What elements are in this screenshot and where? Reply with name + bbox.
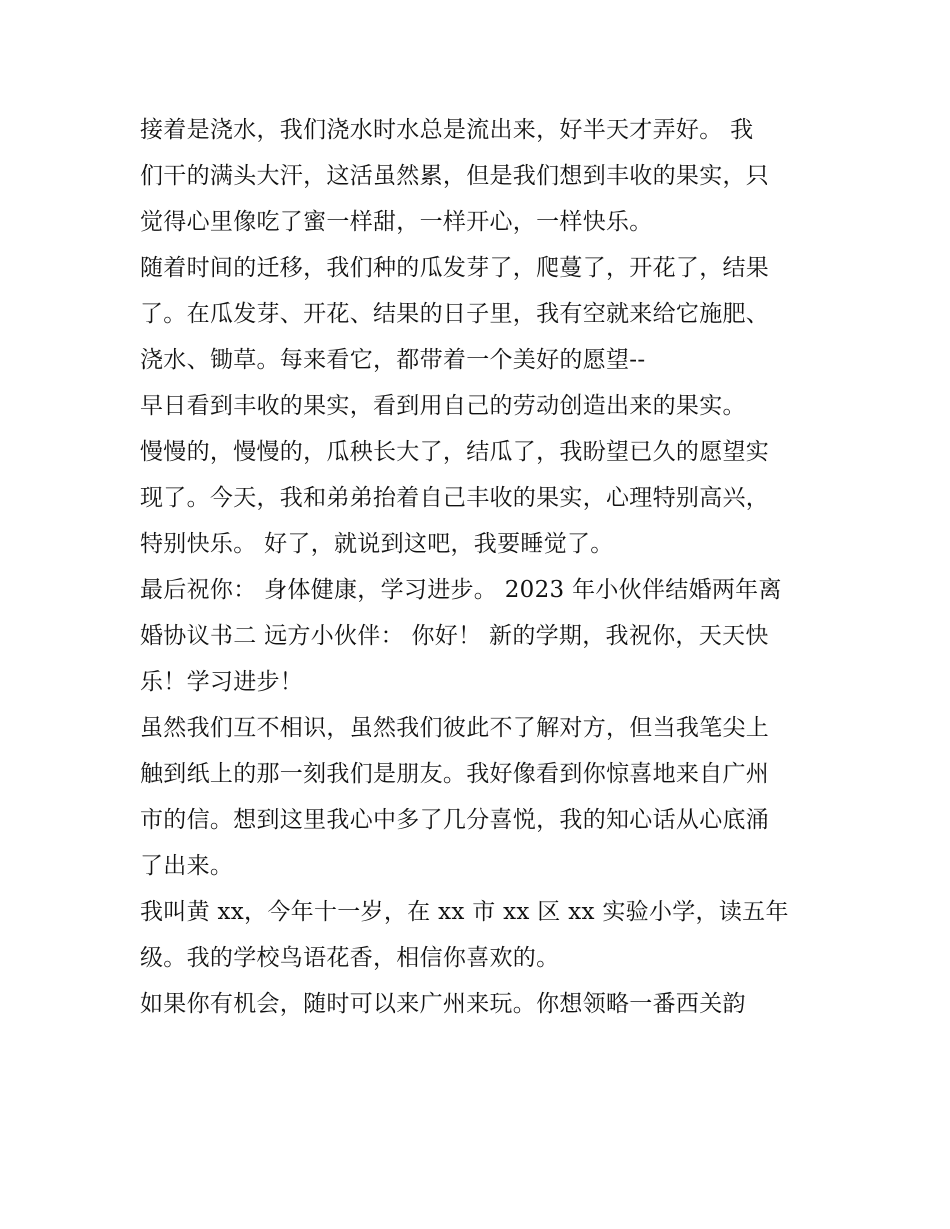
text-line: 觉得心里像吃了蜜一样甜，一样开心，一样快乐。 [140, 209, 653, 235]
body-text [140, 107, 820, 1027]
text-line: 乐！学习进步！ [140, 669, 304, 695]
text-line: 了。在瓜发芽、开花、结果的日子里，我有空就来给它施肥、 [140, 301, 770, 327]
text-line: 婚协议书二 远方小伙伴： 你好！ 新的学期，我祝你，天天快 [140, 623, 769, 649]
text-line: 如果你有机会，随时可以来广州来玩。你想领略一番西关韵 [140, 991, 746, 1017]
text-line: 慢慢的，慢慢的，瓜秧长大了，结瓜了，我盼望已久的愿望实 [140, 439, 770, 465]
text-line: 现了。今天，我和弟弟抬着自己丰收的果实，心理特别高兴， [140, 485, 770, 511]
text-line: 最后祝你： 身体健康，学习进步。 2023 年小伙伴结婚两年离 [140, 577, 782, 603]
text-line: 们干的满头大汗，这活虽然累，但是我们想到丰收的果实，只 [140, 163, 770, 189]
text-line: 触到纸上的那一刻我们是朋友。我好像看到你惊喜地来自广州 [140, 761, 770, 787]
text-line: 随着时间的迁移，我们种的瓜发芽了，爬蔓了，开花了，结果 [140, 255, 770, 281]
text-line: 虽然我们互不相识，虽然我们彼此不了解对方，但当我笔尖上 [140, 715, 770, 741]
text-line: 我叫黄 xx，今年十一岁，在 xx 市 xx 区 xx 实验小学，读五年 [140, 899, 789, 925]
text-line: 早日看到丰收的果实，看到用自己的劳动创造出来的果实。 [140, 393, 746, 419]
text-line: 浇水、锄草。每来看它，都带着一个美好的愿望-- [140, 347, 646, 373]
text-line: 特别快乐。 好了，就说到这吧，我要睡觉了。 [140, 531, 614, 557]
text-line: 市的信。想到这里我心中多了几分喜悦，我的知心话从心底涌 [140, 807, 770, 833]
text-line: 了出来。 [140, 853, 234, 879]
text-line: 接着是浇水，我们浇水时水总是流出来，好半天才弄好。 我 [140, 117, 754, 143]
text-line: 级。我的学校鸟语花香，相信你喜欢的。 [140, 945, 560, 971]
